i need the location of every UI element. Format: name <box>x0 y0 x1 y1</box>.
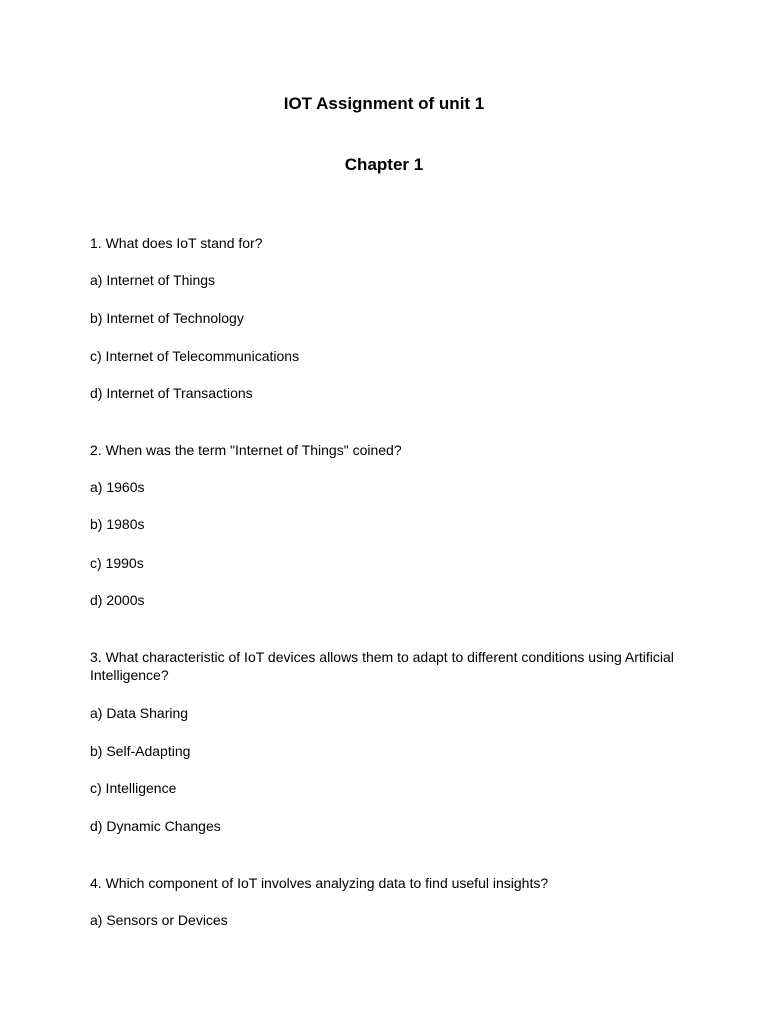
question-1-option-d: d) Internet of Transactions <box>90 385 253 401</box>
document-title: IOT Assignment of unit 1 <box>283 94 485 113</box>
question-2-option-c: c) 1990s <box>90 555 144 571</box>
question-2-option-b: b) 1980s <box>90 516 145 532</box>
question-3-text-line1: 3. What characteristic of IoT devices allows them to adapt to different conditions using Artificial <box>90 649 674 665</box>
question-1-option-b: b) Internet of Technology <box>90 310 244 326</box>
question-3-option-c: c) Intelligence <box>90 780 177 796</box>
question-1-option-c: c) Internet of Telecommunications <box>90 348 300 364</box>
question-1-text: 1. What does IoT stand for? <box>90 235 263 251</box>
chapter-title: Chapter 1 <box>344 155 424 174</box>
question-4-text: 4. Which component of IoT involves analyzing data to find useful insights? <box>90 875 549 891</box>
question-2-option-a: a) 1960s <box>90 479 145 495</box>
question-4-option-a: a) Sensors or Devices <box>90 912 228 928</box>
question-1-option-a: a) Internet of Things <box>90 272 216 288</box>
question-2-text: 2. When was the term "Internet of Things" coined? <box>90 442 402 458</box>
question-2-option-d: d) 2000s <box>90 592 145 608</box>
question-3-text-line2: Intelligence? <box>90 667 169 683</box>
question-3-option-a: a) Data Sharing <box>90 705 189 721</box>
question-3-option-d: d) Dynamic Changes <box>90 818 221 834</box>
question-3-option-b: b) Self-Adapting <box>90 743 191 759</box>
